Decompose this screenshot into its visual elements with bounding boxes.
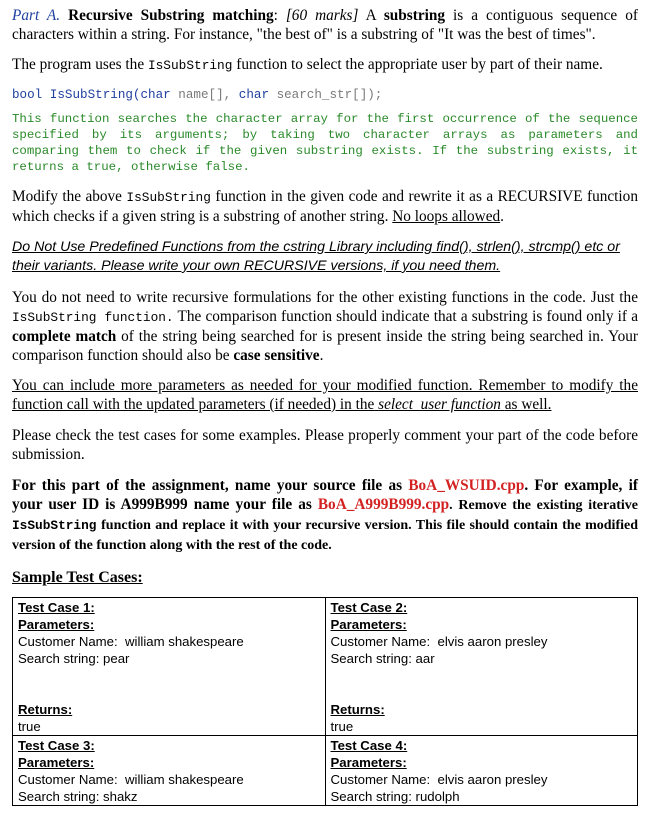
test-case-4: Test Case 4: Parameters: Customer Name: elvis aaron presley Search string: rudolph: [325, 736, 638, 806]
test-case-1: Test Case 1: Parameters: Customer Name: william shakespeare Search string: pear Returns: true: [13, 598, 326, 736]
recursive-note: You do not need to write recursive formulations for the other existing functions in the code. Just the IsSubString function. The comparison function should indicate that a substring is found only if a complete match of the string being searched for is present inside the string being searched in. Your comparison function should also be case sensitive.: [12, 289, 638, 364]
part-title: Recursive Substring matching: [68, 7, 274, 24]
test-case-3: Test Case 3: Parameters: Customer Name: william shakespeare Search string: shakz: [13, 736, 326, 806]
check-note: Please check the test cases for some examples. Please properly comment your part of the code before submission.: [12, 427, 638, 463]
no-loops-note: No loops allowed: [392, 208, 501, 225]
modify-paragraph: Modify the above IsSubString function in the given code and rewrite it as a RECURSIVE function which checks if a given string is a substring of another string. No loops allowed.: [12, 188, 638, 225]
naming-paragraph: For this part of the assignment, name your source file as BoA_WSUID.cpp. For example, if your user ID is A999B999 name your file as BoA_A999B999.cpp. Remove the existing iterative IsSubString function and replace it with your recursive version. This file should contain the modified version of the function along with the rest of the code.: [12, 477, 638, 553]
params-note: You can include more parameters as needed for your modified function. Remember to modify the function call with the updated parameters (if needed) in the select_user function as well.: [12, 377, 638, 413]
fn-name: IsSubString: [147, 58, 233, 73]
table-row: [13, 598, 638, 736]
intro-paragraph: Part A. Recursive Substring matching: [60 marks] A substring is a contiguous sequence of characters within a string. For instance, "the best of" is a substring of "It was the best of times".: [12, 7, 638, 43]
file-name-template: BoA_WSUID.cpp: [408, 477, 525, 494]
assignment-page: [12, 6, 638, 806]
function-comment: This function searches the character array for the first occurrence of the sequence specified by its arguments; by taking two character arrays as parameters and comparing them to check if the given substring exists. If the substring exists, it returns a true, otherwise false.: [12, 112, 638, 174]
test-case-2: Test Case 2: Parameters: Customer Name: elvis aaron presley Search string: aar Returns: true: [325, 598, 638, 736]
cstring-warning: Do Not Use Predefined Functions from the cstring Library including find(), strlen(), strcmp() etc or their variants. Please write your own RECURSIVE versions, if you need them.: [12, 239, 620, 274]
sample-heading: Sample Test Cases:: [12, 569, 143, 586]
table-row: [13, 736, 638, 806]
substring-definition: is a contiguous sequence of characters within a string. For instance, "the best of" is a substring of "It was the best of times".: [12, 7, 638, 43]
uses-paragraph: The program uses the IsSubString function to select the appropriate user by part of their name.: [12, 56, 603, 73]
part-label: Part A.: [12, 7, 61, 24]
marks: [60 marks]: [285, 7, 359, 24]
test-cases-table: [12, 597, 638, 806]
file-name-example: BoA_A999B999.cpp: [317, 496, 450, 513]
function-signature: bool IsSubString(char name[], char search_str[]);: [12, 88, 383, 102]
substring-term: substring: [383, 7, 446, 24]
